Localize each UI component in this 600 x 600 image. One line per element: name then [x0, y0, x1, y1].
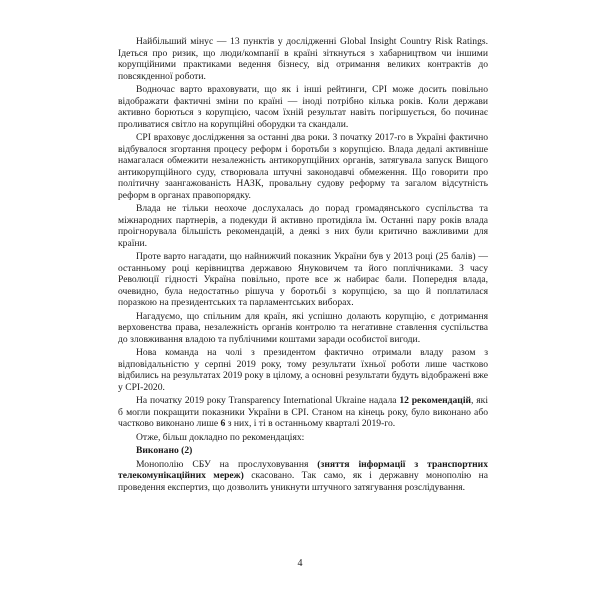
text-run: скасовано. Так само, як і державну монополію на проведення експертиз, що дозволить уникнути штучного затягування розслідування. — [118, 470, 488, 493]
text-run: Водночас варто враховувати, що як і інші рейтинги, CPI може досить повільно відображати фактичні зміни по країні — іноді потрібно кілька років. Коли держави активно борються з корупцією, часом їхній результат навіть погіршується, бо починає проливатися світло на корупційні оборудки та скандали. — [118, 84, 488, 130]
text-run: з них, і ті в останньому кварталі 2019-го. — [225, 418, 396, 429]
text-run: Монополію СБУ на прослуховування — [136, 458, 318, 470]
page-number: 4 — [297, 558, 303, 569]
text-run: Отже, більш докладно по рекомендаціях: — [136, 431, 305, 443]
bold-text: Виконано (2) — [136, 445, 193, 456]
paragraph — [118, 347, 488, 393]
bold-text: 6 — [220, 418, 226, 429]
text-run: CPI враховує дослідження за останні два роки. З початку 2017-го в Україні фактично відбувалося згортання процесу реформ і боротьби з корупцією. Влада дедалі активніше намагалася обмежити незалежність антикорупційних органів, затягувала запуск Вищого антикорупційного суду, створювала штучні законодавчі обмеження. Що говорити про політичну заангажованість НАЗК, провальну судову реформу та загалом відсутність реформ в органах правопорядку. — [118, 132, 488, 201]
text-run: , які б могли покращити показники України в CPI. Станом на кінець року, було виконано або частково виконано лише — [118, 395, 488, 429]
paragraph — [118, 251, 488, 309]
paragraph — [118, 395, 488, 430]
text-run: Влада не тільки неохоче дослухалась до порад громадянського суспільства та міжнародних партнерів, а подекуди й активно протидіяла їм. Останні пару років влада проігнорувала більшість рекомендацій, а деякі з них були критично важливими для країни. — [118, 203, 488, 249]
bold-text: 12 рекомендацій — [399, 395, 472, 406]
paragraph — [118, 445, 488, 457]
paragraph — [118, 432, 488, 444]
page-body — [118, 36, 488, 495]
text-run: Проте варто нагадати, що найнижчий показник України був у 2013 році (25 балів) — останньому році керівництва державою Януковичем та його поплічниками. З часу Революції гідності Україна повільно, проте все ж набирає бали. Попередня влада, очевидно, була недостатньо рішуча у боротьбі з корупцією, за що й поплатилася поразкою на президентських та парламентських виборах. — [118, 251, 488, 308]
bold-text: (зняття інформації з транспортних телекомунікаційних мереж) — [118, 458, 488, 481]
paragraph — [118, 36, 488, 82]
text-run: На початку 2019 року Transparency International Ukraine надала — [136, 395, 400, 406]
paragraph — [118, 132, 488, 201]
text-run: Найбільший мінус — 13 пунктів у дослідженні Global Insight Country Risk Ratings. Ідеться про ризик, що люди/компанії в країні зіткнуться з хабарництвом чи іншими корупційними практиками ведення бізнесу, від отримання великих контрактів до повсякденної роботи. — [118, 36, 488, 82]
paragraph — [118, 203, 488, 249]
paragraph — [118, 459, 488, 494]
text-run: Нова команда на чолі з президентом фактично отримали владу разом з відповідальністю у серпні 2019 року, тому результати їхньої роботи лише частково відбились на результатах 2019 року в цілому, а основні результати будуть відображені вже у CPI-2020. — [118, 347, 488, 393]
paragraph — [118, 84, 488, 130]
paragraph — [118, 311, 488, 346]
text-run: Нагадуємо, що спільним для країн, які успішно долають корупцію, є дотримання верховенства права, незалежність органів контролю та негативне ставлення суспільства до зловживання владою та публічними коштами заради особистої вигоди. — [118, 310, 488, 345]
